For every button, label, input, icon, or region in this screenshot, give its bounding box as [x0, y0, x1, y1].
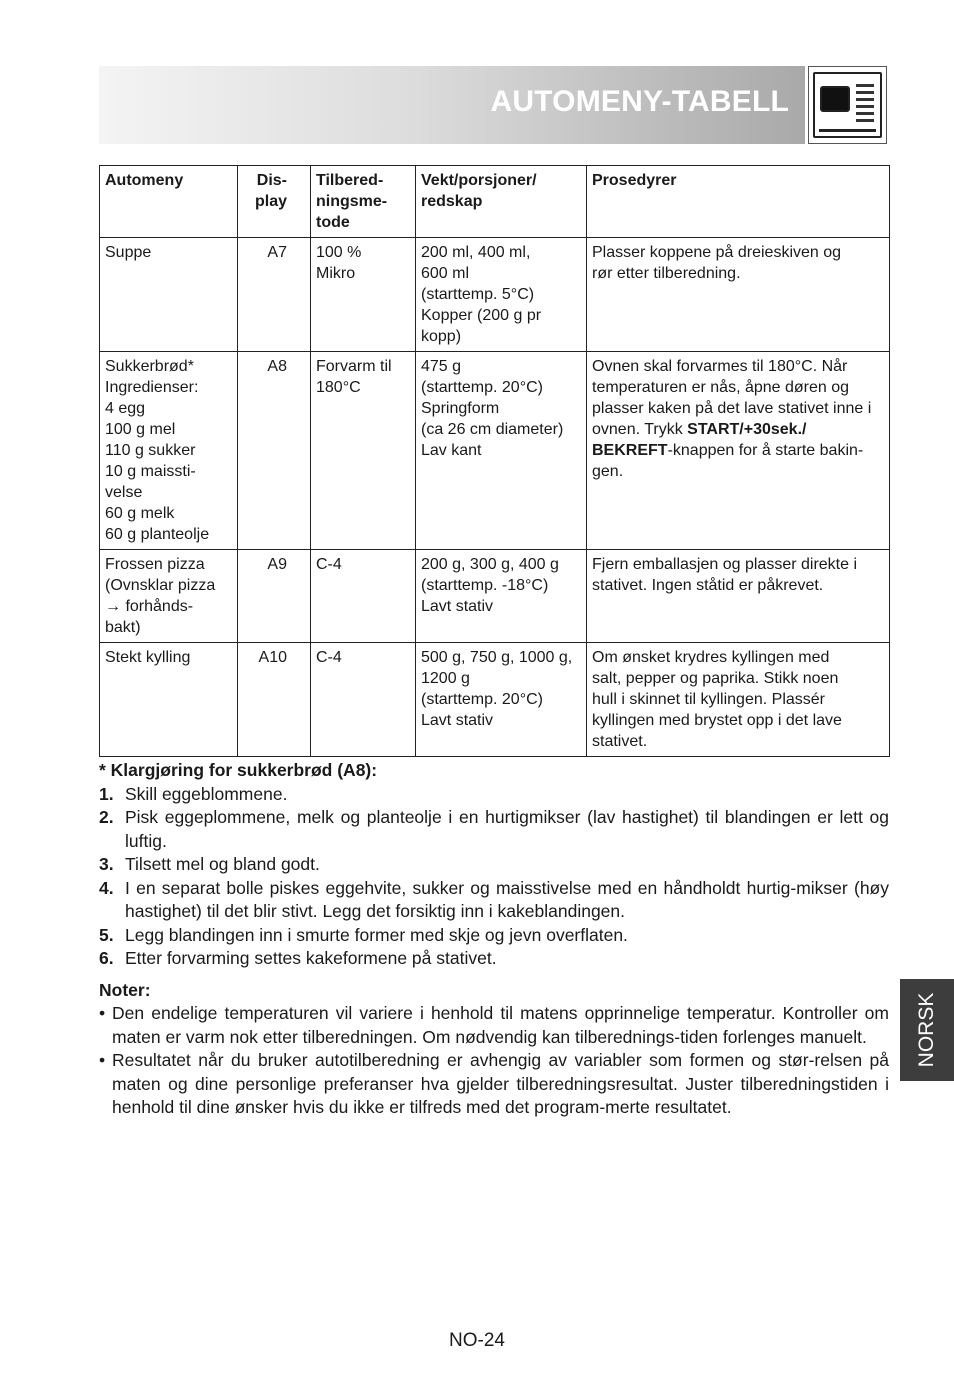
language-tab-label: NORSK — [915, 992, 938, 1068]
col-header-vekt: Vekt/porsjoner/ redskap — [416, 166, 587, 238]
preparation-step: 1. Skill eggeblommene. — [99, 783, 288, 804]
preparation-step: 2. Pisk eggeplommene, melk og planteolje i en hurtigmikser (lav hastighet) til blandingen er lett og luftig. — [99, 807, 889, 851]
table-row — [100, 550, 890, 643]
cell-vekt: 500 g, 750 g, 1000 g, 1200 g (starttemp. 20°C) Lavt stativ — [416, 643, 587, 757]
table-header-row — [100, 166, 890, 238]
cell-vekt: 200 ml, 400 ml, 600 ml (starttemp. 5°C) Kopper (200 g pr kopp) — [416, 238, 587, 352]
col-header-display: Dis- play — [238, 166, 311, 238]
note-item: • Resultatet når du bruker autotilberedning er avhengig av variabler som formen og stør-relsen på maten og dine personlige preferanser hva gjelder tilberedningsresultat. Juster tilberedningstiden i henhold til dine ønsker hvis du ikke er tilfreds med det program-merte resultatet. — [99, 1050, 889, 1117]
note-item: • Den endelige temperaturen vil variere i henhold til matens opprinnelige temperatur. Kontroller om maten er varm nok etter tilberedningen. Om nødvendig kan tilberednings-tiden forlenges manuelt. — [99, 1003, 889, 1047]
cell-prosedyre: Om ønsket krydres kyllingen med salt, pepper og paprika. Stikk noen hull i skinnet til kyllingen. Plassér kyllingen med brystet opp i det lave stativet. — [587, 643, 890, 757]
page-number: NO-24 — [449, 1330, 505, 1351]
page-title: AUTOMENY-TABELL — [490, 85, 789, 118]
cell-prosedyre: Fjern emballasjen og plasser direkte i stativet. Ingen ståtid er påkrevet. — [587, 550, 890, 643]
cell-prosedyre: Plasser koppene på dreieskiven og rør etter tilberedning. — [587, 238, 890, 352]
noter-heading: Noter: — [99, 979, 151, 1000]
cell-vekt: 200 g, 300 g, 400 g (starttemp. -18°C) Lavt stativ — [416, 550, 587, 643]
cell-display: A8 — [238, 352, 311, 550]
cell-display: A10 — [238, 643, 311, 757]
preparation-step: 6. Etter forvarming settes kakeformene på stativet. — [99, 948, 497, 968]
cell-prosedyre: Ovnen skal forvarmes til 180°C. Når temperaturen er nås, åpne døren og plasser kaken på det lave stativet inne i ovnen. Trykk START/+30sek./ BEKREFT-knappen for å starte bakin-gen. — [587, 352, 890, 550]
col-header-metode: Tilbered- ningsme- tode — [311, 166, 416, 238]
preparation-heading: * Klargjøring for sukkerbrød (A8): — [99, 760, 378, 780]
microwave-icon-box — [808, 66, 887, 144]
cell-automeny: Stekt kylling — [100, 643, 238, 757]
table-row — [100, 643, 890, 757]
preparation-step: 3. Tilsett mel og bland godt. — [99, 854, 320, 874]
cell-automeny: Sukkerbrød* Ingredienser: 4 egg 100 g mel 110 g sukker 10 g maissti- velse 60 g melk 60 g planteolje — [100, 352, 238, 550]
cell-metode: 100 % Mikro — [311, 238, 416, 352]
cell-automeny: Suppe — [100, 238, 238, 352]
col-header-prosedyrer: Prosedyrer — [587, 166, 890, 238]
cell-metode: C-4 — [311, 643, 416, 757]
page-header — [99, 66, 805, 144]
cell-metode: C-4 — [311, 550, 416, 643]
table-row — [100, 238, 890, 352]
microwave-icon — [813, 72, 882, 138]
preparation-step: 4. I en separat bolle piskes eggehvite, sukker og maisstivelse med en håndholdt hurtig-mikser (høy hastighet) til det blir stivt. Legg det forsiktig inn i kakeblandingen. — [99, 877, 889, 921]
table-row — [100, 352, 890, 550]
cell-display: A7 — [238, 238, 311, 352]
cell-automeny: Frossen pizza (Ovnsklar pizza → forhånds- bakt) — [100, 550, 238, 643]
language-tab — [900, 979, 954, 1081]
automenu-table — [99, 165, 890, 757]
col-header-automeny: Automeny — [100, 166, 238, 238]
cell-display: A9 — [238, 550, 311, 643]
notes-section — [99, 759, 889, 1120]
cell-metode: Forvarm til 180°C — [311, 352, 416, 550]
preparation-step: 5. Legg blandingen inn i smurte former med skje og jevn overflaten. — [99, 924, 628, 945]
cell-vekt: 475 g (starttemp. 20°C) Springform (ca 26 cm diameter) Lav kant — [416, 352, 587, 550]
